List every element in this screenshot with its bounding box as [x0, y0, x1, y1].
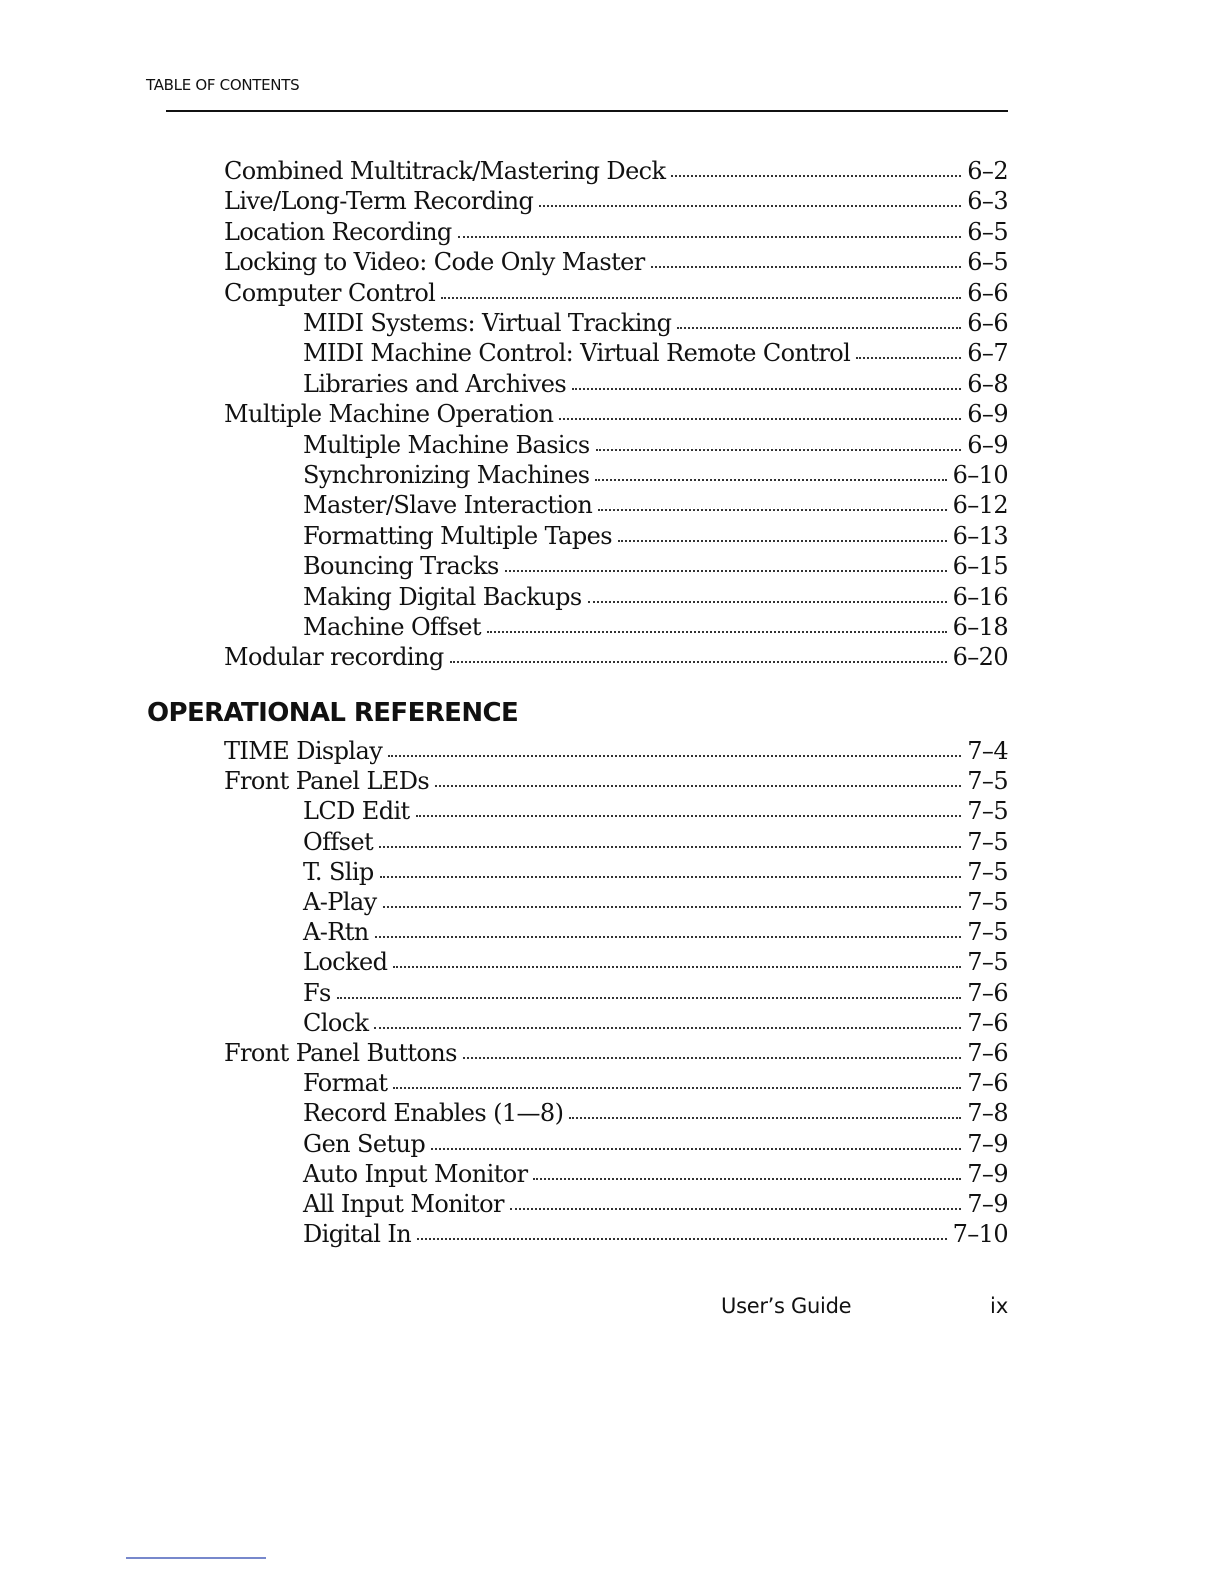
toc-entry	[303, 521, 1008, 551]
toc-entry-page: 7–6	[967, 1008, 1008, 1037]
toc-dot-leader	[375, 936, 962, 938]
toc-entry	[224, 766, 1008, 796]
toc-entry	[303, 430, 1008, 460]
toc-entry-page: 6–5	[967, 248, 1008, 277]
toc-entry	[303, 1159, 1008, 1189]
toc-dot-leader	[598, 509, 946, 511]
toc-entry	[224, 278, 1008, 308]
toc-dot-leader	[374, 1027, 961, 1029]
toc-entry-title: Libraries and Archives	[303, 369, 567, 398]
toc-entry-page: 6–13	[952, 521, 1008, 550]
toc-entry	[303, 1098, 1008, 1128]
toc-entry-title: MIDI Machine Control: Virtual Remote Control	[303, 339, 851, 368]
toc-dot-leader	[337, 997, 961, 999]
toc-entry-page: 7–6	[967, 1039, 1008, 1067]
toc-entry-title: Digital In	[303, 1220, 412, 1249]
toc-entry	[303, 308, 1008, 338]
toc-dot-leader	[559, 418, 961, 420]
toc-entry	[303, 490, 1008, 520]
toc-entry-page: 6–2	[967, 157, 1008, 185]
toc-entry-page: 6–16	[952, 582, 1008, 611]
toc-entry	[303, 887, 1008, 917]
toc-entry-title: TIME Display	[224, 737, 383, 765]
toc-entry	[224, 642, 1008, 672]
toc-entry-title: Front Panel LEDs	[224, 767, 430, 796]
scan-mark	[126, 1557, 266, 1559]
toc-entry-title: Format	[303, 1069, 388, 1098]
toc-entry-page: 7–6	[967, 1069, 1008, 1098]
toc-entry-page: 7–5	[967, 827, 1008, 856]
toc-dot-leader	[458, 236, 962, 238]
toc-dot-leader	[383, 906, 962, 908]
toc-entry-title: MIDI Systems: Virtual Tracking	[303, 309, 672, 337]
header-rule	[166, 110, 1008, 112]
toc-entry	[303, 338, 1008, 368]
toc-entry	[303, 796, 1008, 826]
toc-dot-leader	[417, 1238, 946, 1240]
toc-dot-leader	[441, 297, 961, 299]
toc-entry-page: 7–5	[967, 918, 1008, 947]
toc-entry-page: 6–6	[967, 309, 1008, 337]
toc-dot-leader	[510, 1208, 961, 1210]
toc-entry-title: Offset	[303, 827, 374, 856]
toc-entry	[303, 978, 1008, 1008]
toc-dot-leader	[393, 966, 961, 968]
toc-entry-title: Fs	[303, 978, 331, 1007]
toc-entry-page: 6–6	[967, 278, 1008, 307]
toc-entry-title: Auto Input Monitor	[303, 1159, 528, 1188]
toc-dot-leader	[450, 661, 947, 663]
toc-entry-page: 7–5	[967, 857, 1008, 886]
toc-entry-page: 6–10	[952, 461, 1008, 489]
toc-entry-title: Multiple Machine Basics	[303, 430, 590, 459]
toc-entry	[224, 186, 1008, 216]
toc-entry-title: Record Enables (1—8)	[303, 1099, 564, 1128]
toc-dot-leader	[380, 876, 962, 878]
toc-entry-page: 7–9	[967, 1159, 1008, 1188]
toc-dot-leader	[505, 570, 947, 572]
toc-entry-page: 6–20	[952, 643, 1008, 672]
toc-dot-leader	[463, 1057, 961, 1059]
toc-entry	[224, 156, 1008, 186]
toc-entry-title: Combined Multitrack/Mastering Deck	[224, 157, 666, 185]
toc-dot-leader	[431, 1148, 961, 1150]
running-header: TABLE OF CONTENTS	[146, 76, 300, 94]
toc-entry-page: 7–4	[967, 737, 1008, 765]
toc-dot-leader	[572, 388, 961, 390]
toc-entry-title: All Input Monitor	[303, 1190, 504, 1218]
toc-dot-leader	[393, 1087, 961, 1089]
toc-entry	[303, 551, 1008, 581]
toc-dot-leader	[596, 449, 962, 451]
toc-entry-page: 7–9	[967, 1129, 1008, 1158]
toc-entry-page: 7–5	[967, 888, 1008, 916]
toc-entry-page: 7–10	[952, 1220, 1008, 1249]
toc-dot-leader	[618, 540, 947, 542]
toc-entry-title: Bouncing Tracks	[303, 552, 499, 581]
toc-entry-page: 7–8	[967, 1099, 1008, 1128]
toc-entry-page: 7–5	[967, 948, 1008, 977]
toc-entry-page: 6–7	[967, 339, 1008, 368]
toc-entry-title: Location Recording	[224, 217, 452, 246]
toc-entry-page: 6–9	[967, 400, 1008, 429]
toc-entry	[303, 612, 1008, 642]
toc-entry-title: Gen Setup	[303, 1129, 426, 1158]
toc-entry-page: 6–15	[952, 552, 1008, 581]
toc-entry	[303, 1008, 1008, 1038]
toc-dot-leader	[435, 785, 961, 787]
toc-entry	[224, 1038, 1008, 1068]
toc-entry	[224, 217, 1008, 247]
toc-dot-leader	[487, 631, 947, 633]
toc-entry-page: 7–6	[967, 978, 1008, 1007]
toc-entry	[303, 1189, 1008, 1219]
toc-entry-title: Modular recording	[224, 643, 444, 672]
section-heading: OPERATIONAL REFERENCE	[147, 698, 519, 728]
toc-dot-leader	[539, 205, 961, 207]
toc-entry-page: 7–5	[967, 767, 1008, 796]
toc-dot-leader	[388, 755, 961, 757]
toc-entry-title: Front Panel Buttons	[224, 1039, 457, 1067]
toc-entry-title: Formatting Multiple Tapes	[303, 521, 612, 550]
toc-entry-page: 7–9	[967, 1190, 1008, 1218]
toc-entry-title: LCD Edit	[303, 797, 410, 826]
toc-entry	[303, 917, 1008, 947]
toc-dot-leader	[677, 327, 961, 329]
toc-entry-title: Clock	[303, 1008, 369, 1037]
toc-dot-leader	[379, 846, 961, 848]
toc-entry-title: Master/Slave Interaction	[303, 491, 593, 520]
toc-entry	[303, 1068, 1008, 1098]
toc-entry-page: 6–8	[967, 369, 1008, 398]
toc-entry-title: Computer Control	[224, 278, 436, 307]
toc-entry-title: A-Rtn	[303, 918, 369, 947]
toc-entry-page: 7–5	[967, 797, 1008, 826]
toc-entry-title: Machine Offset	[303, 613, 481, 641]
toc-entry	[303, 1129, 1008, 1159]
toc-entry-title: Locking to Video: Code Only Master	[224, 248, 645, 277]
toc-entry-title: Locked	[303, 948, 388, 977]
toc-entry-title: Synchronizing Machines	[303, 461, 590, 489]
toc-entry	[224, 399, 1008, 429]
toc-entry	[303, 582, 1008, 612]
toc-entry-title: Making Digital Backups	[303, 582, 582, 611]
toc-entry	[303, 369, 1008, 399]
toc-dot-leader	[533, 1178, 961, 1180]
toc-dot-leader	[416, 815, 962, 817]
toc-entry-page: 6–5	[967, 217, 1008, 246]
toc-entry-page: 6–9	[967, 430, 1008, 459]
toc-dot-leader	[671, 175, 961, 177]
footer-page-number: ix	[990, 1294, 1009, 1318]
toc-entry	[224, 736, 1008, 766]
toc-entry	[303, 947, 1008, 977]
toc-dot-leader	[588, 601, 947, 603]
toc-entry	[303, 1219, 1008, 1249]
toc-entry-title: Live/Long-Term Recording	[224, 187, 534, 216]
toc-dot-leader	[595, 479, 946, 481]
footer-guide-title: User’s Guide	[721, 1294, 852, 1318]
toc-dot-leader	[569, 1117, 961, 1119]
toc-entry-page: 6–18	[952, 613, 1008, 641]
toc-entry-title: A-Play	[303, 888, 377, 916]
toc-entry	[303, 827, 1008, 857]
toc-entry	[303, 460, 1008, 490]
toc-dot-leader	[651, 266, 962, 268]
toc-entry	[224, 247, 1008, 277]
toc-entry	[303, 857, 1008, 887]
toc-entry-page: 6–3	[967, 187, 1008, 216]
toc-entry-title: T. Slip	[303, 857, 374, 886]
toc-dot-leader	[856, 357, 961, 359]
toc-entry-page: 6–12	[952, 491, 1008, 520]
toc-entry-title: Multiple Machine Operation	[224, 400, 554, 429]
